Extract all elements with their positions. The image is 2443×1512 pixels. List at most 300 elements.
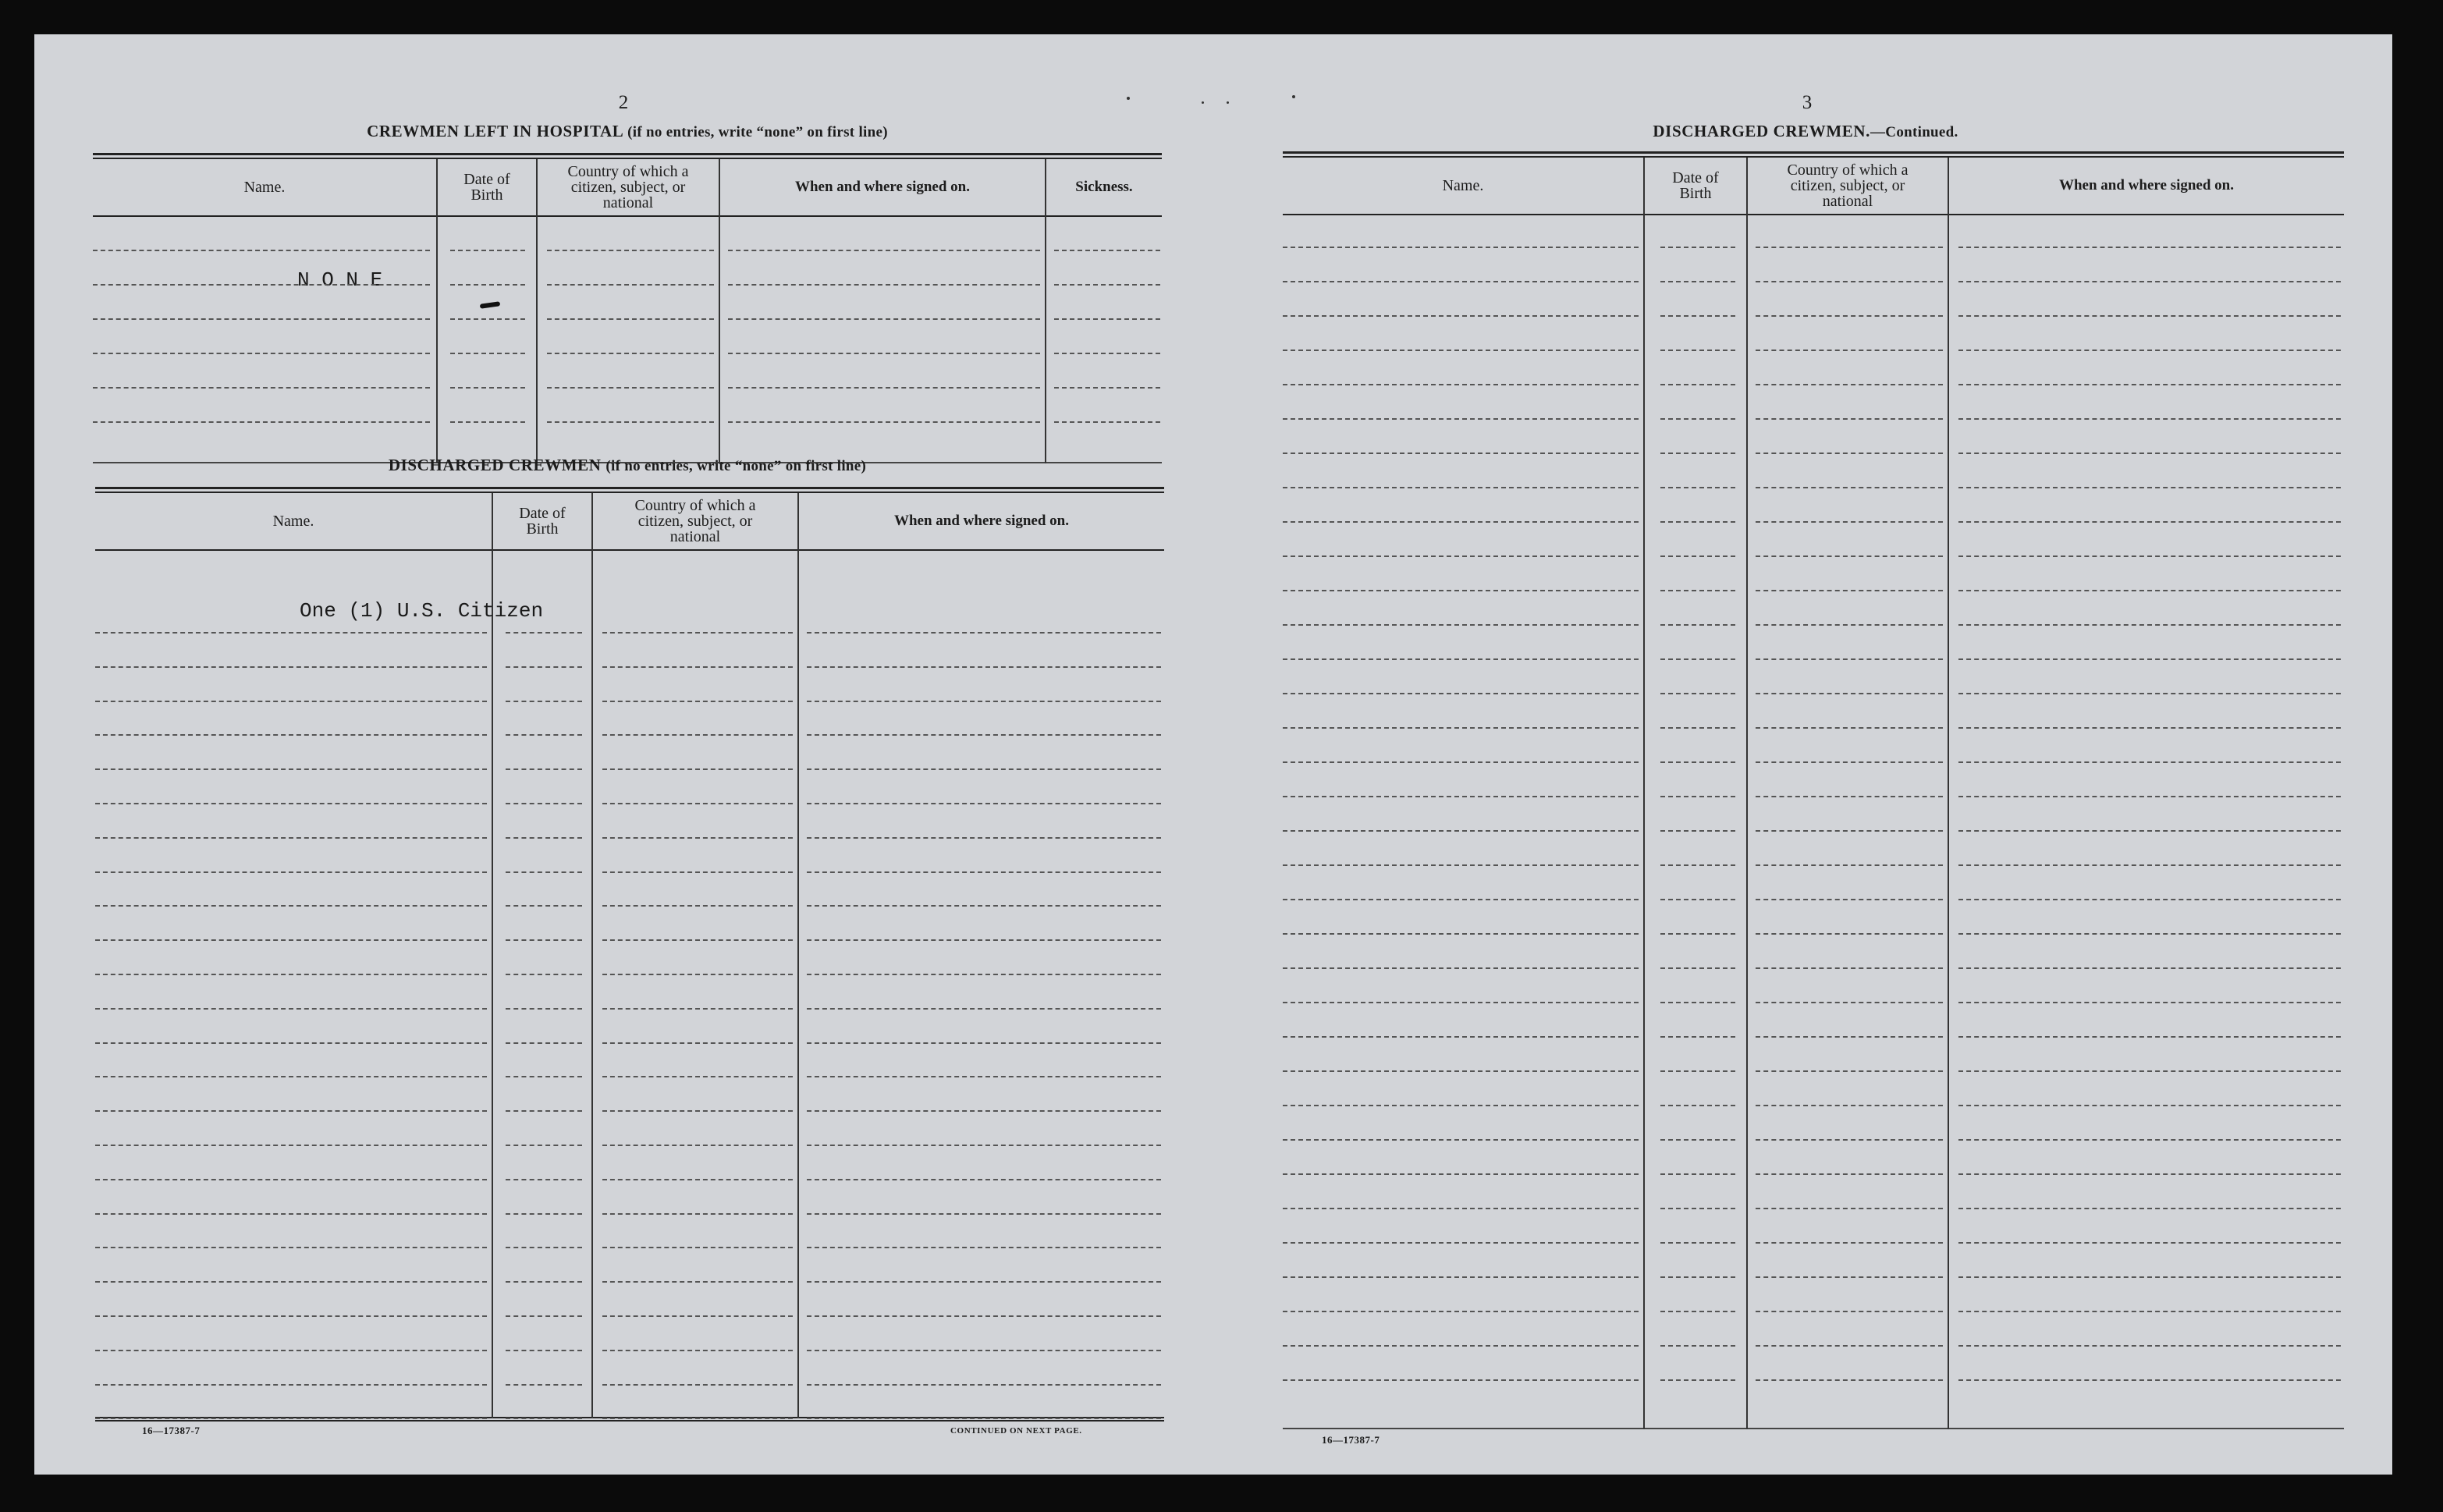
row-line xyxy=(1660,658,1735,660)
col-header-name: Name. xyxy=(1442,177,1484,194)
col-header-date-of-birth: Date of Birth xyxy=(463,171,510,204)
row-line xyxy=(93,421,430,423)
row-line xyxy=(1958,864,2341,866)
row-line xyxy=(506,1315,582,1317)
row-line xyxy=(506,1110,582,1112)
hospital-table xyxy=(93,153,1162,465)
row-line xyxy=(807,974,1161,975)
discharged-entry-name: One (1) U.S. Citizen xyxy=(300,599,544,623)
row-line xyxy=(1660,1036,1735,1038)
row-line xyxy=(1756,1105,1943,1106)
row-line xyxy=(95,1350,487,1351)
row-line xyxy=(1054,421,1160,423)
row-line xyxy=(602,1145,793,1146)
row-line xyxy=(1660,418,1735,420)
row-line xyxy=(1283,761,1639,763)
row-line xyxy=(1958,555,2341,557)
row-line xyxy=(807,1350,1161,1351)
row-line xyxy=(1283,624,1639,626)
row-line xyxy=(1283,384,1639,385)
row-line xyxy=(1660,555,1735,557)
row-line xyxy=(1756,1276,1943,1278)
row-line xyxy=(1958,1105,2341,1106)
row-line xyxy=(95,734,487,736)
row-line xyxy=(728,250,1040,251)
row-line xyxy=(1756,727,1943,729)
row-line xyxy=(1283,1070,1639,1072)
row-line xyxy=(93,353,430,354)
row-line xyxy=(1660,624,1735,626)
row-line xyxy=(1756,384,1943,385)
row-line xyxy=(807,701,1161,702)
row-line xyxy=(1756,590,1943,591)
hospital-title: CREWMEN LEFT IN HOSPITAL xyxy=(367,122,623,140)
row-line xyxy=(1283,1105,1639,1106)
row-line xyxy=(1283,247,1639,248)
speck xyxy=(1127,97,1130,100)
row-line xyxy=(1958,1070,2341,1072)
row-line xyxy=(1660,1002,1735,1003)
row-line xyxy=(1283,1311,1639,1312)
row-line xyxy=(1958,350,2341,351)
page-number: 2 xyxy=(618,92,629,113)
row-line xyxy=(807,1247,1161,1248)
row-line xyxy=(807,1145,1161,1146)
row-line xyxy=(506,701,582,702)
row-line xyxy=(1283,521,1639,523)
row-line xyxy=(1283,418,1639,420)
row-line xyxy=(602,1076,793,1077)
row-line xyxy=(1054,318,1160,320)
row-line xyxy=(1054,387,1160,389)
row-line xyxy=(1660,1173,1735,1175)
row-line xyxy=(1958,1173,2341,1175)
row-line xyxy=(547,353,714,354)
row-line xyxy=(1660,933,1735,935)
row-line xyxy=(602,1042,793,1044)
row-line xyxy=(95,701,487,702)
row-line xyxy=(807,1384,1161,1386)
row-line xyxy=(450,318,525,320)
row-line xyxy=(1756,418,1943,420)
row-line xyxy=(1756,761,1943,763)
row-line xyxy=(1660,693,1735,694)
row-line xyxy=(1958,418,2341,420)
page-number: 3 xyxy=(1802,92,1813,113)
row-line xyxy=(1756,899,1943,900)
row-line xyxy=(602,1008,793,1010)
row-line xyxy=(506,632,582,634)
row-line xyxy=(1756,1379,1943,1381)
col-header-when-where: When and where signed on. xyxy=(893,513,1069,529)
row-line xyxy=(602,1384,793,1386)
row-line xyxy=(1283,453,1639,454)
row-line xyxy=(1756,1345,1943,1347)
row-line xyxy=(93,318,430,320)
col-header-when-where: When and where signed on. xyxy=(2058,177,2234,193)
row-line xyxy=(1756,796,1943,797)
row-line xyxy=(1756,1036,1943,1038)
row-line xyxy=(1283,1002,1639,1003)
speck xyxy=(1202,101,1204,104)
row-line xyxy=(1283,281,1639,282)
row-line xyxy=(602,803,793,804)
row-line xyxy=(1958,967,2341,969)
row-line xyxy=(602,1315,793,1317)
row-line xyxy=(1283,350,1639,351)
row-line xyxy=(95,905,487,907)
row-line xyxy=(1958,1345,2341,1347)
row-line xyxy=(1660,384,1735,385)
row-line xyxy=(1958,521,2341,523)
row-line xyxy=(1756,1173,1943,1175)
row-line xyxy=(1756,1002,1943,1003)
row-line xyxy=(547,421,714,423)
row-line xyxy=(506,1247,582,1248)
row-line xyxy=(602,734,793,736)
row-line xyxy=(602,632,793,634)
row-line xyxy=(1958,693,2341,694)
row-line xyxy=(1958,453,2341,454)
row-line xyxy=(728,318,1040,320)
row-line xyxy=(95,837,487,839)
row-line xyxy=(506,1384,582,1386)
continued-note: CONTINUED ON NEXT PAGE. xyxy=(950,1426,1082,1436)
row-line xyxy=(547,250,714,251)
row-line xyxy=(807,1418,1161,1419)
row-line xyxy=(1660,487,1735,488)
row-line xyxy=(1660,1276,1735,1278)
hospital-title-note: (if no entries, write “none” on first line) xyxy=(627,124,888,140)
row-line xyxy=(506,803,582,804)
hospital-entry-name: N O N E xyxy=(297,268,383,292)
row-line xyxy=(93,387,430,389)
row-line xyxy=(1283,693,1639,694)
right-discharged-table xyxy=(1283,151,2344,1431)
row-line xyxy=(1958,1036,2341,1038)
row-line xyxy=(450,353,525,354)
row-line xyxy=(807,1179,1161,1180)
row-line xyxy=(602,905,793,907)
row-line xyxy=(506,1179,582,1180)
row-line xyxy=(602,1213,793,1215)
row-line xyxy=(602,1247,793,1248)
row-line xyxy=(1958,1139,2341,1141)
discharged-table xyxy=(95,487,1164,1423)
row-line xyxy=(1958,830,2341,832)
row-line xyxy=(95,1110,487,1112)
row-line xyxy=(506,666,582,668)
row-line xyxy=(547,284,714,286)
row-line xyxy=(1283,658,1639,660)
row-line xyxy=(1283,555,1639,557)
row-line xyxy=(1756,1311,1943,1312)
row-line xyxy=(1756,521,1943,523)
row-line xyxy=(1756,933,1943,935)
row-line xyxy=(450,421,525,423)
row-line xyxy=(1660,1345,1735,1347)
row-line xyxy=(807,905,1161,907)
row-line xyxy=(1958,1311,2341,1312)
row-line xyxy=(1660,1311,1735,1312)
row-line xyxy=(506,1350,582,1351)
left-page xyxy=(34,34,1213,1475)
row-line xyxy=(506,1281,582,1283)
discharged-title-note: (if no entries, write “none” on first line) xyxy=(605,458,867,474)
row-line xyxy=(1283,796,1639,797)
row-line xyxy=(1660,830,1735,832)
row-line xyxy=(547,387,714,389)
row-line xyxy=(1283,1208,1639,1209)
row-line xyxy=(1756,453,1943,454)
row-line xyxy=(1756,1139,1943,1141)
discharged-title: DISCHARGED CREWMEN xyxy=(388,456,602,474)
row-line xyxy=(1283,1276,1639,1278)
row-line xyxy=(602,1350,793,1351)
row-line xyxy=(1756,864,1943,866)
col-header-sickness: Sickness. xyxy=(1075,179,1133,195)
speck xyxy=(1227,101,1229,104)
row-line xyxy=(602,701,793,702)
row-line xyxy=(807,632,1161,634)
row-line xyxy=(95,803,487,804)
row-line xyxy=(1283,1036,1639,1038)
row-line xyxy=(1660,1139,1735,1141)
row-line xyxy=(1660,899,1735,900)
row-line xyxy=(1958,1242,2341,1244)
row-line xyxy=(1054,353,1160,354)
row-line xyxy=(450,387,525,389)
row-line xyxy=(1660,864,1735,866)
right-page xyxy=(1220,34,2392,1475)
row-line xyxy=(95,1179,487,1180)
row-line xyxy=(602,871,793,873)
row-line xyxy=(95,666,487,668)
row-line xyxy=(807,1042,1161,1044)
row-line xyxy=(1283,1379,1639,1381)
row-line xyxy=(95,1315,487,1317)
row-line xyxy=(95,1008,487,1010)
row-line xyxy=(506,1145,582,1146)
row-line xyxy=(95,1145,487,1146)
row-line xyxy=(95,1076,487,1077)
row-line xyxy=(450,250,525,251)
row-line xyxy=(95,974,487,975)
row-line xyxy=(95,1042,487,1044)
row-line xyxy=(1660,761,1735,763)
col-header-date-of-birth: Date of Birth xyxy=(1672,169,1719,202)
col-header-country: Country of which a citizen, subject, or national xyxy=(1787,161,1909,210)
row-line xyxy=(807,803,1161,804)
row-line xyxy=(1958,487,2341,488)
row-line xyxy=(1283,727,1639,729)
row-line xyxy=(807,939,1161,941)
row-line xyxy=(1283,487,1639,488)
row-line xyxy=(93,284,430,286)
row-line xyxy=(1756,830,1943,832)
form-code: 16—17387-7 xyxy=(1322,1434,1380,1446)
row-line xyxy=(728,353,1040,354)
row-line xyxy=(1660,967,1735,969)
col-header-country: Country of which a citizen, subject, or national xyxy=(567,163,689,211)
row-line xyxy=(1283,864,1639,866)
row-line xyxy=(1756,555,1943,557)
row-line xyxy=(807,1110,1161,1112)
row-line xyxy=(807,1008,1161,1010)
row-line xyxy=(1958,281,2341,282)
row-line xyxy=(1756,315,1943,317)
row-line xyxy=(1283,1139,1639,1141)
row-line xyxy=(1283,1242,1639,1244)
row-line xyxy=(1660,727,1735,729)
row-line xyxy=(807,871,1161,873)
row-line xyxy=(1283,1345,1639,1347)
row-line xyxy=(1660,281,1735,282)
hospital-section-title xyxy=(300,122,955,141)
row-line xyxy=(807,837,1161,839)
row-line xyxy=(1958,727,2341,729)
row-line xyxy=(1660,1242,1735,1244)
row-line xyxy=(1756,1242,1943,1244)
row-line xyxy=(1756,1070,1943,1072)
row-line xyxy=(506,871,582,873)
row-line xyxy=(1660,1105,1735,1106)
row-line xyxy=(1958,1002,2341,1003)
row-line xyxy=(1660,1208,1735,1209)
right-section-title xyxy=(1532,122,2079,141)
row-line xyxy=(95,1247,487,1248)
row-line xyxy=(1660,453,1735,454)
row-line xyxy=(1660,521,1735,523)
dash-mark xyxy=(480,301,501,309)
form-code: 16—17387-7 xyxy=(142,1425,201,1436)
row-line xyxy=(807,666,1161,668)
row-line xyxy=(506,1008,582,1010)
row-line xyxy=(807,1315,1161,1317)
col-header-when-where: When and where signed on. xyxy=(794,179,970,195)
row-line xyxy=(506,939,582,941)
discharged-section-title xyxy=(300,456,955,475)
row-line xyxy=(807,768,1161,770)
speck xyxy=(1292,95,1295,98)
row-line xyxy=(807,1076,1161,1077)
row-line xyxy=(1283,830,1639,832)
row-line xyxy=(95,1384,487,1386)
row-line xyxy=(807,734,1161,736)
row-line xyxy=(1756,658,1943,660)
row-line xyxy=(95,632,487,634)
row-line xyxy=(1660,315,1735,317)
row-line xyxy=(506,768,582,770)
row-line xyxy=(1958,315,2341,317)
row-line xyxy=(1283,967,1639,969)
row-line xyxy=(1958,247,2341,248)
row-line xyxy=(450,284,525,286)
row-line xyxy=(93,250,430,251)
col-header-name: Name. xyxy=(272,513,314,530)
col-header-name: Name. xyxy=(243,179,286,196)
row-line xyxy=(1958,624,2341,626)
row-line xyxy=(602,1179,793,1180)
row-line xyxy=(1958,1208,2341,1209)
row-line xyxy=(506,1418,582,1419)
row-line xyxy=(728,387,1040,389)
row-line xyxy=(1756,247,1943,248)
row-line xyxy=(1756,281,1943,282)
row-line xyxy=(602,1281,793,1283)
row-line xyxy=(728,421,1040,423)
row-line xyxy=(1756,350,1943,351)
row-line xyxy=(1660,247,1735,248)
row-line xyxy=(602,666,793,668)
row-line xyxy=(807,1281,1161,1283)
col-header-country: Country of which a citizen, subject, or national xyxy=(634,497,756,545)
row-line xyxy=(602,974,793,975)
right-title: DISCHARGED CREWMEN. xyxy=(1653,122,1870,140)
row-line xyxy=(1958,761,2341,763)
row-line xyxy=(1958,658,2341,660)
row-line xyxy=(1660,796,1735,797)
row-line xyxy=(1283,899,1639,900)
row-line xyxy=(506,1213,582,1215)
row-line xyxy=(1283,315,1639,317)
row-line xyxy=(506,1042,582,1044)
col-header-date-of-birth: Date of Birth xyxy=(519,505,566,538)
row-line xyxy=(1660,350,1735,351)
row-line xyxy=(1958,933,2341,935)
row-line xyxy=(95,768,487,770)
row-line xyxy=(1660,590,1735,591)
row-line xyxy=(95,939,487,941)
row-line xyxy=(1958,899,2341,900)
row-line xyxy=(1054,284,1160,286)
row-line xyxy=(547,318,714,320)
row-line xyxy=(95,1213,487,1215)
ledger-sheet xyxy=(34,34,2392,1475)
row-line xyxy=(95,1281,487,1283)
row-line xyxy=(807,1213,1161,1215)
row-line xyxy=(95,871,487,873)
row-line xyxy=(1756,487,1943,488)
row-line xyxy=(728,284,1040,286)
row-line xyxy=(506,734,582,736)
row-line xyxy=(1756,967,1943,969)
row-line xyxy=(95,1418,487,1419)
row-line xyxy=(506,905,582,907)
right-title-suffix: —Continued. xyxy=(1870,124,1958,140)
row-line xyxy=(602,1418,793,1419)
row-line xyxy=(506,837,582,839)
row-line xyxy=(1958,590,2341,591)
row-line xyxy=(506,974,582,975)
row-line xyxy=(1660,1379,1735,1381)
row-line xyxy=(1660,1070,1735,1072)
row-line xyxy=(1958,796,2341,797)
row-line xyxy=(602,939,793,941)
row-line xyxy=(1756,624,1943,626)
row-line xyxy=(1958,1276,2341,1278)
row-line xyxy=(602,837,793,839)
row-line xyxy=(1756,693,1943,694)
row-line xyxy=(1958,384,2341,385)
row-line xyxy=(506,1076,582,1077)
row-line xyxy=(1054,250,1160,251)
row-line xyxy=(602,768,793,770)
row-line xyxy=(1283,933,1639,935)
row-line xyxy=(1756,1208,1943,1209)
row-line xyxy=(1283,590,1639,591)
row-line xyxy=(1283,1173,1639,1175)
